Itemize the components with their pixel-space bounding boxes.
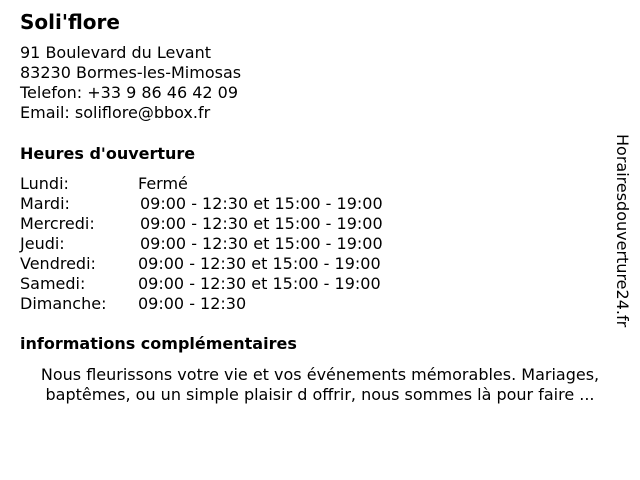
site-watermark: Horairesdouverture24.fr xyxy=(613,134,632,328)
hours-day-label: Mercredi: xyxy=(20,214,95,233)
hours-day-label: Mardi: xyxy=(20,194,70,213)
address-city: 83230 Bormes-les-Mimosas xyxy=(20,63,242,82)
additional-info-text xyxy=(0,365,640,405)
opening-hours-heading: Heures d'ouverture xyxy=(20,144,196,163)
hours-time-value: Fermé xyxy=(138,174,188,193)
hours-day-label: Vendredi: xyxy=(20,254,96,273)
hours-time-value: 09:00 - 12:30 et 15:00 - 19:00 xyxy=(140,214,383,233)
address-street: 91 Boulevard du Levant xyxy=(20,43,211,62)
hours-time-value: 09:00 - 12:30 et 15:00 - 19:00 xyxy=(138,274,381,293)
hours-time-value: 09:00 - 12:30 et 15:00 - 19:00 xyxy=(138,254,381,273)
info-text-line-2: baptêmes, ou un simple plaisir d offrir, nous sommes là pour faire ... xyxy=(45,385,595,404)
contact-block xyxy=(20,43,241,123)
hours-day-label: Samedi: xyxy=(20,274,86,293)
hours-time-value: 09:00 - 12:30 xyxy=(138,294,247,313)
info-text-line-1: Nous fleurissons votre vie et vos événements mémorables. Mariages, xyxy=(40,365,600,384)
hours-day-label: Lundi: xyxy=(20,174,69,193)
additional-info-heading: informations complémentaires xyxy=(20,334,297,353)
business-name: Soli'flore xyxy=(20,10,120,34)
hours-time-value: 09:00 - 12:30 et 15:00 - 19:00 xyxy=(140,194,383,213)
hours-day-label: Dimanche: xyxy=(20,294,107,313)
hours-time-value: 09:00 - 12:30 et 15:00 - 19:00 xyxy=(140,234,383,253)
hours-day-label: Jeudi: xyxy=(20,234,65,253)
email-address: Email: soliflore@bbox.fr xyxy=(20,103,211,122)
phone-number: Telefon: +33 9 86 46 42 09 xyxy=(20,83,239,102)
